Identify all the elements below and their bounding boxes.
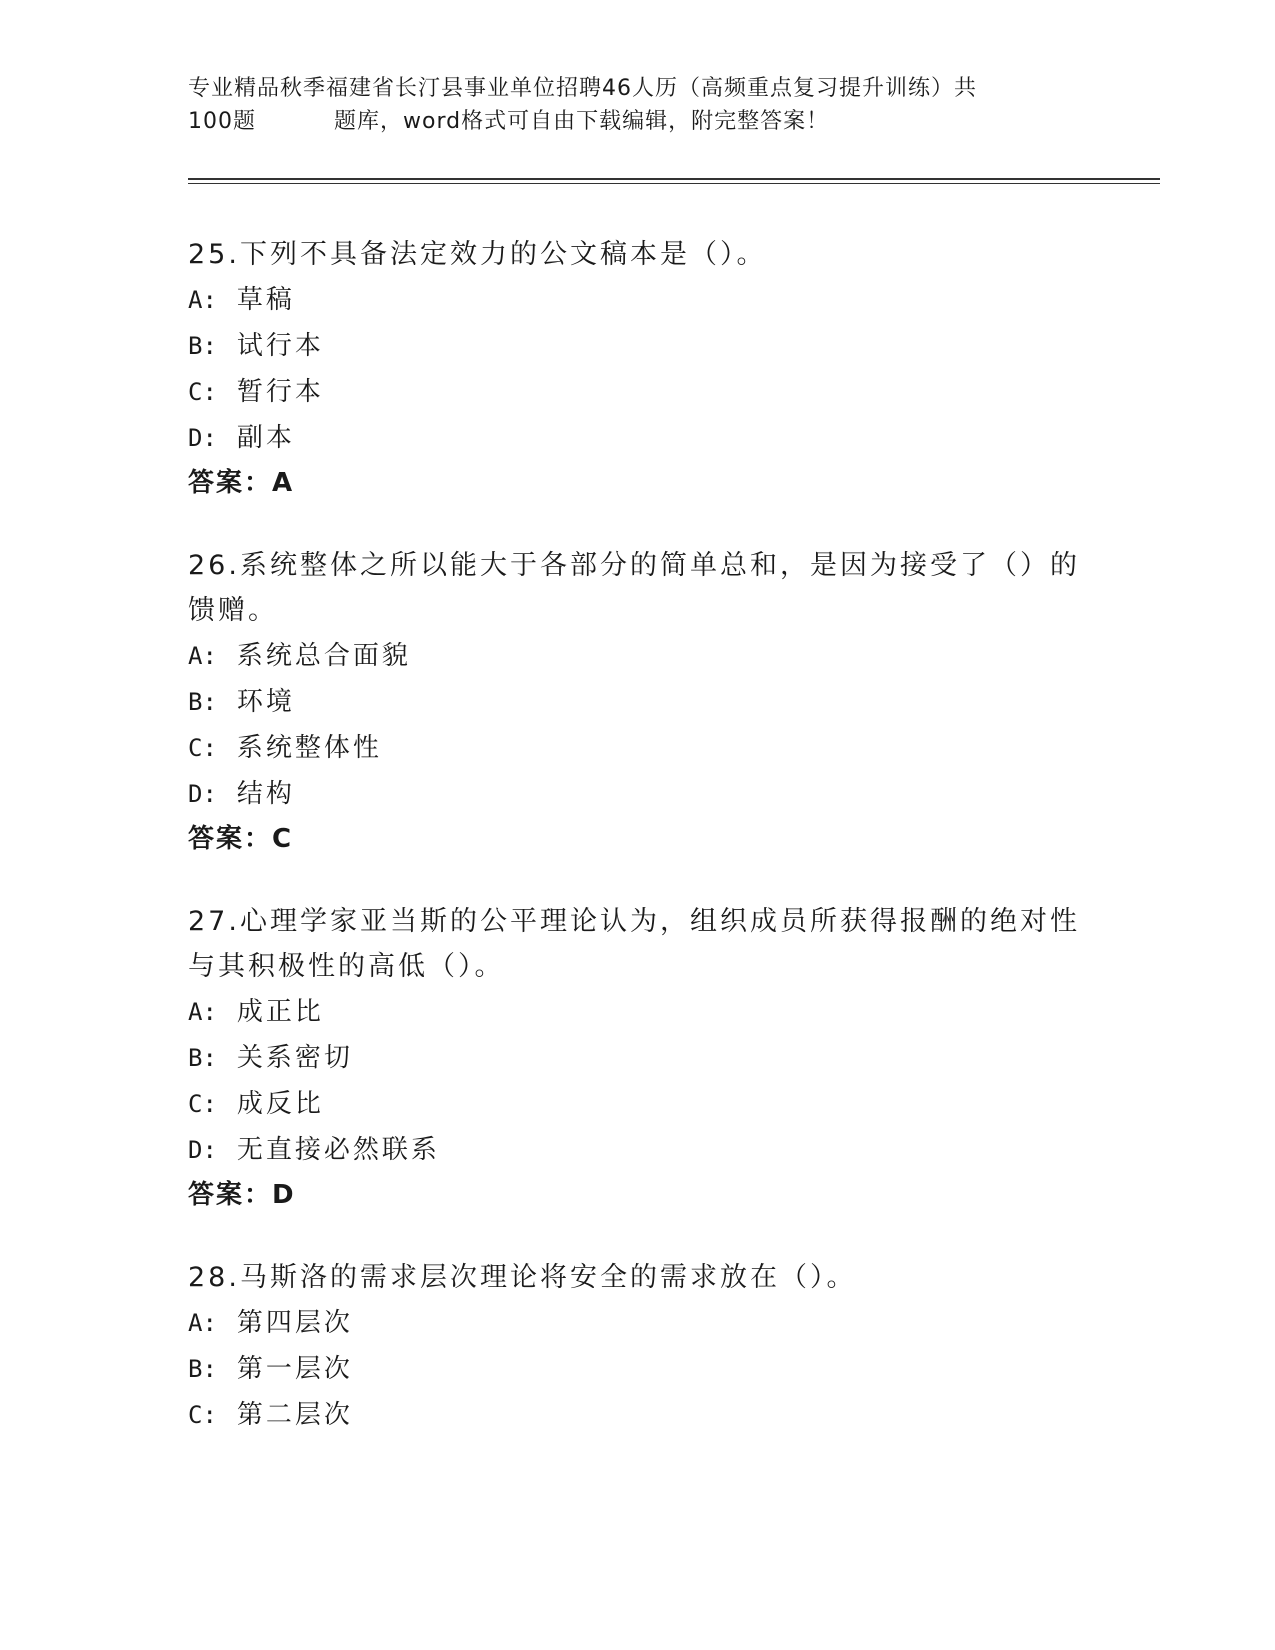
- question-26: [188, 543, 1088, 861]
- question-stem: 27.心理学家亚当斯的公平理论认为，组织成员所获得报酬的绝对性与其积极性的高低（）。: [188, 906, 1080, 982]
- header-divider-thin: [188, 183, 1160, 184]
- option-text: 结构: [236, 779, 295, 809]
- option-key: A:: [188, 998, 217, 1026]
- option-key: D:: [188, 424, 217, 452]
- header-title-line1: 专业精品秋季福建省长汀县事业单位招聘46人历（高频重点复习提升训练）共: [188, 76, 977, 101]
- answer-label: 答案：: [188, 468, 273, 498]
- option-key: D:: [188, 1136, 217, 1164]
- header-subtitle: 题库，word格式可自由下载编辑，附完整答案！: [334, 109, 830, 134]
- option-text: 第一层次: [236, 1354, 353, 1384]
- option-key: C:: [188, 1090, 217, 1118]
- option-b: [188, 679, 1088, 725]
- option-text: 暂行本: [236, 377, 324, 407]
- option-d: [188, 771, 1088, 817]
- option-b: [188, 1035, 1088, 1081]
- header-question-count: 100题: [188, 109, 256, 134]
- option-text: 环境: [236, 687, 295, 717]
- option-key: A:: [188, 642, 217, 670]
- option-c: [188, 1392, 1088, 1438]
- option-key: C:: [188, 1401, 217, 1429]
- option-b: [188, 1346, 1088, 1392]
- option-text: 第四层次: [236, 1308, 353, 1338]
- option-a: [188, 1300, 1088, 1346]
- option-key: C:: [188, 378, 217, 406]
- option-text: 成反比: [236, 1089, 324, 1119]
- option-list: [188, 633, 1088, 817]
- option-c: [188, 1081, 1088, 1127]
- answer-value: D: [272, 1180, 296, 1210]
- answer-line: [188, 817, 1088, 861]
- option-list: [188, 1300, 1088, 1438]
- question-stem: 28.马斯洛的需求层次理论将安全的需求放在（）。: [188, 1262, 857, 1293]
- option-c: [188, 369, 1088, 415]
- option-d: [188, 415, 1088, 461]
- option-b: [188, 323, 1088, 369]
- option-d: [188, 1127, 1088, 1173]
- answer-value: A: [272, 468, 295, 498]
- option-text: 关系密切: [236, 1043, 353, 1073]
- option-list: [188, 277, 1088, 461]
- question-25: [188, 232, 1088, 505]
- option-text: 系统总合面貌: [236, 641, 411, 671]
- option-a: [188, 989, 1088, 1035]
- answer-label: 答案：: [188, 1180, 273, 1210]
- option-key: A:: [188, 1309, 217, 1337]
- option-a: [188, 277, 1088, 323]
- option-key: B:: [188, 1355, 217, 1383]
- option-text: 无直接必然联系: [236, 1135, 440, 1165]
- option-key: D:: [188, 780, 217, 808]
- option-text: 系统整体性: [236, 733, 382, 763]
- option-a: [188, 633, 1088, 679]
- option-text: 成正比: [236, 997, 324, 1027]
- question-stem: 25.下列不具备法定效力的公文稿本是（）。: [188, 239, 767, 270]
- header-title-line2: [188, 105, 1088, 138]
- question-27: [188, 899, 1088, 1217]
- option-key: B:: [188, 1044, 217, 1072]
- option-c: [188, 725, 1088, 771]
- answer-value: C: [272, 824, 294, 854]
- option-text: 草稿: [236, 285, 295, 315]
- header-divider-thick: [188, 178, 1160, 180]
- option-key: B:: [188, 688, 217, 716]
- option-key: A:: [188, 286, 217, 314]
- option-key: B:: [188, 332, 217, 360]
- question-stem: 26.系统整体之所以能大于各部分的简单总和，是因为接受了（）的馈赠。: [188, 550, 1080, 626]
- answer-label: 答案：: [188, 824, 273, 854]
- option-text: 试行本: [236, 331, 324, 361]
- answer-line: [188, 461, 1088, 505]
- question-28: [188, 1255, 1088, 1438]
- question-list: [188, 232, 1088, 1476]
- option-text: 副本: [236, 423, 295, 453]
- answer-line: [188, 1173, 1088, 1217]
- option-key: C:: [188, 734, 217, 762]
- document-header: [188, 72, 1088, 138]
- option-list: [188, 989, 1088, 1173]
- option-text: 第二层次: [236, 1400, 353, 1430]
